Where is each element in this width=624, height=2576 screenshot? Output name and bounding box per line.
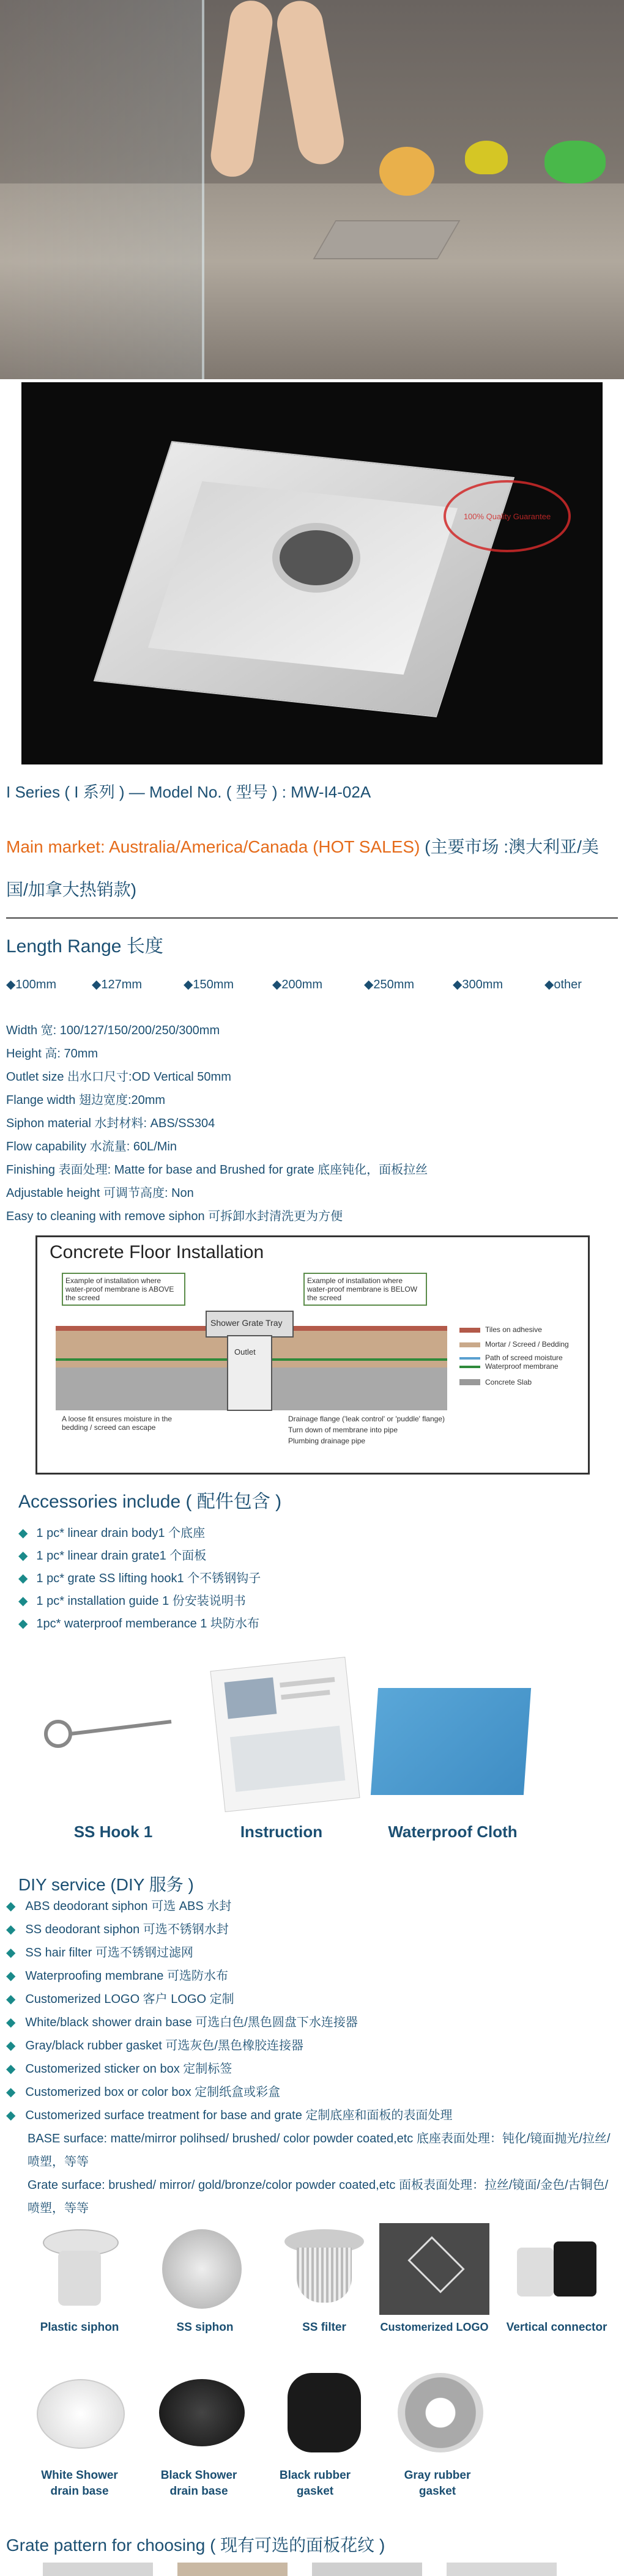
toy-duck [465, 141, 508, 174]
diy-item [6, 1919, 624, 1937]
quality-stamp [444, 480, 571, 552]
accessory-label: 1 pc* linear drain body1 个底座 [36, 1527, 206, 1540]
caption-instruction: Instruction [240, 1823, 323, 1841]
diamond-icon: ◆ [18, 1617, 28, 1630]
diy-label: ABS deodorant siphon 可选 ABS 水封 [25, 1900, 232, 1913]
accessory-label: 1pc* waterproof memberance 1 块防水布 [36, 1617, 259, 1630]
note-loose-fit: A loose fit ensures moisture in the bedding / screed can escape [62, 1415, 173, 1432]
black-gasket-image [269, 2367, 379, 2459]
grate-pattern-thumb [43, 2563, 153, 2576]
caption-gray-gasket [376, 2468, 499, 2500]
waterproof-cloth-image [371, 1688, 531, 1795]
gasket-body [398, 2373, 483, 2452]
caption-ss-filter: SS filter [302, 2321, 346, 2334]
instruction-text-line [280, 1677, 335, 1687]
size-item: ◆200mm [272, 978, 323, 991]
caption-plastic-siphon: Plastic siphon [40, 2321, 119, 2334]
ss-filter-image [269, 2223, 379, 2315]
glass-panel [0, 0, 204, 379]
spec-flange: Flange width 翅边宽度:20mm [6, 1094, 166, 1107]
caption-ss-hook: SS Hook 1 [73, 1823, 153, 1841]
diy-item [6, 1966, 624, 1983]
diy-label: Gray/black rubber gasket 可选灰色/黑色橡胶连接器 [25, 2039, 303, 2052]
caption-waterproof-cloth: Waterproof Cloth [388, 1823, 518, 1841]
sponge [379, 147, 434, 196]
grate-pattern-thumb [447, 2563, 557, 2576]
spec-outlet: Outlet size 出水口尺寸:OD Vertical 50mm [6, 1070, 231, 1084]
diy-label: Waterproofing membrane 可选防水布 [25, 1969, 228, 1983]
diy-item [6, 2035, 624, 2053]
accessory-item [18, 1568, 261, 1586]
caption-black-base [138, 2468, 260, 2500]
diamond-icon: ◆ [18, 1594, 28, 1608]
diy-item [6, 1942, 624, 1960]
diamond-icon: ◆ [6, 1969, 16, 1983]
caption-white-base [18, 2468, 141, 2500]
tray-label: Shower Grate Tray [210, 1318, 283, 1328]
hook-shaft [70, 1722, 171, 1734]
leg-left [208, 0, 275, 179]
diy-item [6, 2082, 624, 2100]
ss-siphon-image [150, 2223, 260, 2315]
gray-gasket-image [385, 2367, 496, 2459]
grate-pattern-thumb [177, 2563, 288, 2576]
diamond-icon: ◆ [6, 2016, 16, 2029]
spec-siphon: Siphon material 水封材料: ABS/SS304 [6, 1117, 215, 1130]
caption-line: drain base [169, 2485, 228, 2498]
filter-mesh [297, 2248, 352, 2303]
custom-logo-image [379, 2223, 489, 2315]
drain-outlet [272, 523, 360, 593]
plastic-siphon-image [24, 2223, 135, 2315]
grate-surface-text: Grate surface: brushed/ mirror/ gold/bronze/color powder coated,etc 面板表面处理：拉丝/镜面/金色/古铜色/喷塑，等等 [28, 2178, 609, 2215]
market-label-cn: (主要市场 :澳大利亚/美国/加拿大热销款) [6, 837, 599, 899]
note-membrane: Turn down of membrane into pipe [288, 1426, 398, 1434]
caption-line: Gray rubber [404, 2469, 471, 2482]
grate-pattern-heading: Grate pattern for choosing ( 现有可选的面板花纹 ) [6, 2536, 385, 2555]
caption-line: Black rubber [279, 2469, 351, 2482]
legend-label: Waterproof membrane [485, 1362, 559, 1371]
size-item: ◆other [544, 978, 582, 991]
diy-label: White/black shower drain base 可选白色/黑色圆盘下水连接器 [25, 2016, 358, 2029]
diy-label: Customerized box or color box 定制纸盒或彩盒 [25, 2086, 281, 2099]
caption-line: drain base [50, 2485, 109, 2498]
diy-item [6, 2105, 624, 2123]
diamond-icon: ◆ [6, 2062, 16, 2076]
diamond-icon: ◆ [18, 1527, 28, 1540]
length-range-heading: Length Range 长度 [6, 936, 163, 957]
gasket-body [288, 2373, 361, 2452]
accessories-heading: Accessories include ( 配件包含 ) [18, 1492, 282, 1512]
hook-ring [46, 1722, 70, 1746]
size-item: ◆300mm [453, 978, 503, 991]
white-drain-base-image [24, 2367, 135, 2459]
spec-finishing: Finishing 表面处理: Matte for base and Brushed for grate 底座钝化，面板拉丝 [6, 1163, 428, 1177]
accessory-item [18, 1591, 246, 1608]
diamond-icon: ◆ [6, 1946, 16, 1960]
legend-swatch [459, 1342, 480, 1347]
spec-width: Width 宽: 100/127/150/200/250/300mm [6, 1024, 220, 1037]
hero-shower-photo [0, 0, 624, 379]
product-photo [21, 382, 603, 764]
diamond-icon: ◆ [18, 1549, 28, 1563]
spec-cleaning: Easy to cleaning with remove siphon 可拆卸水封清洗更为方便 [6, 1210, 343, 1223]
diy-item [6, 1989, 624, 2007]
instruction-text-line [281, 1690, 330, 1700]
legend-label: Path of screed moisture [485, 1353, 563, 1362]
siphon-body [58, 2251, 101, 2306]
diy-label: Customerized LOGO 客户 LOGO 定制 [25, 1993, 234, 2006]
logo-mark [407, 2236, 464, 2293]
drain-grate [313, 220, 461, 259]
diy-label: SS deodorant siphon 可选不锈钢水封 [25, 1923, 229, 1936]
black-drain-base-image [147, 2367, 257, 2459]
installation-diagram [35, 1235, 590, 1475]
diamond-icon: ◆ [18, 1572, 28, 1585]
diy-label: Customerized sticker on box 定制标签 [25, 2062, 232, 2076]
base-surface-text: BASE surface: matte/mirror polihsed/ brushed/ color powder coated,etc 底座表面处理：钝化/镜面抛光/拉丝/喷塑，等等 [28, 2132, 611, 2169]
legend-swatch [459, 1328, 480, 1333]
caption-line: gasket [418, 2485, 456, 2498]
caption-line: White Shower [41, 2469, 118, 2482]
legend-swatch [459, 1379, 480, 1385]
instruction-image [210, 1657, 360, 1812]
connector-white [517, 2248, 554, 2297]
spec-height: Height 高: 70mm [6, 1047, 98, 1060]
diy-item [6, 2012, 624, 2030]
leg-right [273, 0, 347, 168]
toy-frog [544, 141, 606, 183]
outlet-pipe [227, 1335, 272, 1411]
diamond-icon: ◆ [6, 2039, 16, 2052]
grate-pattern-thumb [312, 2563, 422, 2576]
accessory-item [18, 1545, 206, 1563]
market-label-en: Main market: Australia/America/Canada (HOT SALES) [6, 837, 420, 856]
size-item: ◆150mm [184, 978, 234, 991]
accessory-label: 1 pc* grate SS lifting hook1 个不锈钢钩子 [36, 1572, 261, 1585]
caption-custom-logo: Customerized LOGO [380, 2321, 489, 2333]
spec-flow: Flow capability 水流量: 60L/Min [6, 1140, 177, 1153]
diy-item [6, 1896, 624, 1914]
legend-label: Tiles on adhesive [485, 1325, 542, 1334]
diamond-icon: ◆ [6, 1993, 16, 2006]
caption-ss-siphon: SS siphon [176, 2321, 234, 2334]
legend-swatch [459, 1357, 480, 1360]
outlet-label: Outlet [234, 1347, 256, 1356]
diy-heading: DIY service (DIY 服务 ) [18, 1875, 194, 1894]
caption-line: gasket [296, 2485, 334, 2498]
diamond-icon: ◆ [6, 1923, 16, 1936]
diamond-icon: ◆ [6, 1900, 16, 1913]
diagram-title: Concrete Floor Installation [50, 1242, 264, 1262]
note-flange: Drainage flange ('leak control' or 'puddle' flange) [288, 1415, 445, 1423]
legend-label: Mortar / Screed / Bedding [485, 1340, 569, 1349]
note-below: Example of installation where water-proof membrane is BELOW the screed [303, 1273, 427, 1306]
model-line: I Series ( I 系列 ) — Model No. ( 型号 ) : MW-I4-02A [6, 783, 371, 801]
accessory-label: 1 pc* installation guide 1 份安装说明书 [36, 1594, 246, 1608]
diamond-icon: ◆ [6, 2086, 16, 2099]
diy-label: SS hair filter 可选不锈钢过滤网 [25, 1946, 193, 1960]
size-item: ◆100mm [6, 978, 57, 991]
legend-swatch [459, 1366, 480, 1368]
size-item: ◆127mm [92, 978, 143, 991]
legend-label: Concrete Slab [485, 1378, 532, 1386]
size-item: ◆250mm [364, 978, 415, 991]
diy-item [6, 2059, 624, 2076]
instruction-drawing [230, 1726, 345, 1792]
size-list [6, 977, 624, 992]
accessory-label: 1 pc* linear drain grate1 个面板 [36, 1549, 207, 1563]
diy-label: Customerized surface treatment for base and grate 定制底座和面板的表面处理 [25, 2109, 453, 2122]
stamp-text: 100% Quality Guarantee [463, 511, 551, 521]
instruction-picture [225, 1678, 277, 1719]
caption-black-gasket [254, 2468, 376, 2500]
diamond-icon: ◆ [6, 2109, 16, 2122]
siphon-disc [162, 2229, 242, 2309]
base-disc [159, 2379, 245, 2446]
spec-adjustable: Adjustable height 可调节高度: Non [6, 1186, 194, 1200]
note-above: Example of installation where water-proof membrane is ABOVE the screed [62, 1273, 185, 1306]
accessory-item [18, 1613, 259, 1631]
caption-vertical-connector: Vertical connector [506, 2321, 607, 2334]
ss-hook-image [34, 1700, 174, 1767]
connector-black [554, 2241, 596, 2297]
base-disc [37, 2379, 125, 2449]
caption-line: Black Shower [160, 2469, 237, 2482]
accessory-item [18, 1523, 205, 1541]
vertical-connector-image [499, 2223, 609, 2315]
main-market [6, 826, 618, 911]
divider [6, 917, 618, 919]
note-pipe: Plumbing drainage pipe [288, 1437, 366, 1445]
